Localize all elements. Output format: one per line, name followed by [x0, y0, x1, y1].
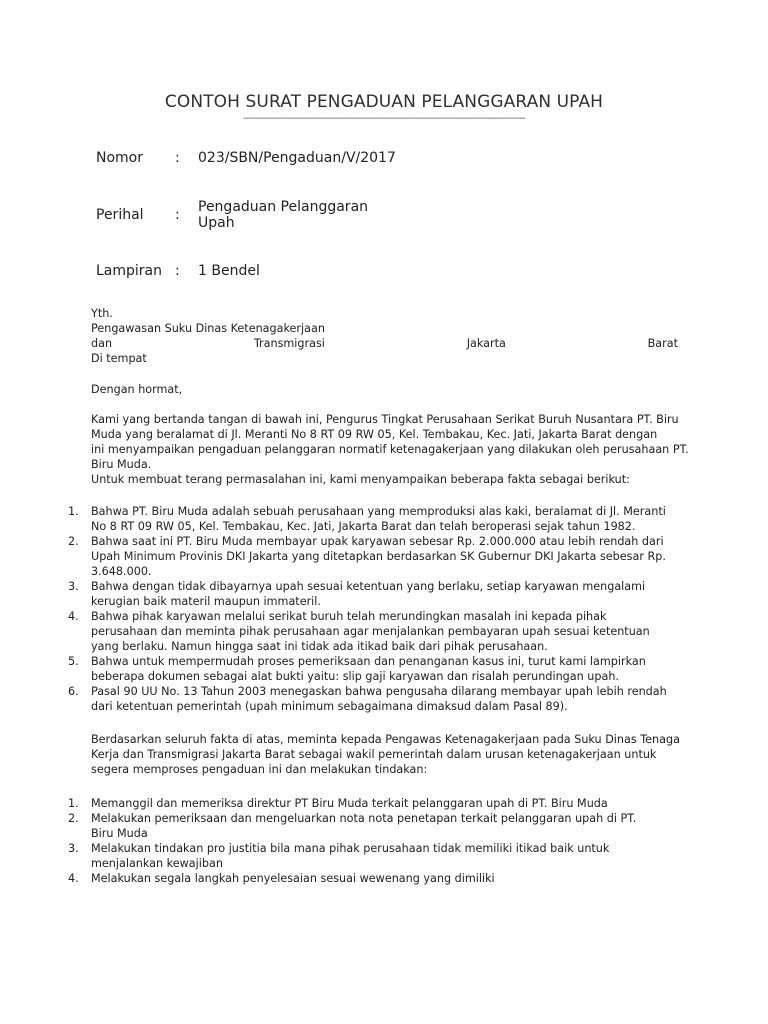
list-item — [60, 841, 680, 871]
paragraph-line: Muda yang beralamat di Jl. Meranti No 8 RT 09 RW 05, Kel. Tembakau, Kec. Jati, Jakarta Barat dengan — [91, 428, 658, 441]
nomor-colon: : — [175, 150, 180, 166]
address-word: Jakarta — [466, 337, 506, 350]
list-number: 1. — [68, 797, 79, 810]
nomor-value: 023/SBN/Pengaduan/V/2017 — [198, 150, 396, 166]
facts-list — [60, 504, 680, 714]
list-line: kerugian baik materil maupun immateril. — [91, 595, 321, 608]
address-line-1: Pengawasan Suku Dinas Ketenagakerjaan — [91, 322, 325, 335]
list-line: menjalankan kewajiban — [91, 857, 223, 870]
perihal-value — [198, 199, 398, 231]
greeting — [91, 382, 678, 397]
perihal-value-line-2: Upah — [198, 215, 235, 231]
lampiran-label: Lampiran — [96, 263, 163, 279]
list-item — [60, 871, 680, 886]
recipient-address — [91, 306, 678, 366]
address-line-3: Di tempat — [91, 352, 147, 365]
lampiran-colon: : — [175, 263, 180, 279]
greeting-text: Dengan hormat, — [91, 383, 183, 396]
list-line: Upah Minimum Provinis DKI Jakarta yang ditetapkan berdasarkan SK Gubernur DKI Jakarta sebesar Rp. — [91, 550, 666, 563]
list-line: No 8 RT 09 RW 05, Kel. Tembakau, Kec. Jati, Jakarta Barat dan telah beroperasi sejak tahun 1982. — [91, 520, 636, 533]
list-line: 3.648.000. — [91, 565, 152, 578]
address-word: Transmigrasi — [253, 337, 325, 350]
paragraph-line: Berdasarkan seluruh fakta di atas, meminta kepada Pengawas Ketenagakerjaan pada Suku Dinas Tenaga — [91, 733, 680, 746]
address-yth: Yth. — [91, 307, 113, 320]
perihal-label: Perihal — [96, 207, 144, 223]
list-line: Bahwa saat ini PT. Biru Muda membayar upak karyawan sebesar Rp. 2.000.000 atau lebih rendah dari — [91, 535, 664, 548]
list-number: 4. — [68, 610, 79, 623]
paragraph-line: Kami yang bertanda tangan di bawah ini, Pengurus Tingkat Perusahaan Serikat Buruh Nusantara PT. Biru — [91, 413, 679, 426]
perihal-value-line-1: Pengaduan Pelanggaran — [198, 199, 369, 215]
list-line: Melakukan tindakan pro justitia bila mana pihak perusahaan tidak memiliki itikad baik untuk — [91, 842, 610, 855]
list-number: 5. — [68, 655, 79, 668]
paragraph-line: Biru Muda. — [91, 458, 152, 471]
list-line: Melakukan segala langkah penyelesaian sesuai wewenang yang dimiliki — [91, 872, 495, 885]
list-item — [60, 579, 680, 609]
list-item — [60, 534, 680, 579]
list-number: 3. — [68, 842, 79, 855]
address-word: Barat — [647, 337, 678, 350]
list-line: Bahwa untuk mempermudah proses pemeriksaan dan penanganan kasus ini, turut kami lampirkan — [91, 655, 646, 668]
perihal-colon: : — [175, 207, 180, 223]
actions-list — [60, 796, 680, 886]
lampiran-value: 1 Bendel — [198, 263, 260, 279]
list-number: 4. — [68, 872, 79, 885]
list-line: Bahwa pihak karyawan melalui serikat buruh telah merundingkan masalah ini kepada pihak — [91, 610, 607, 623]
list-line: Pasal 90 UU No. 13 Tahun 2003 menegaskan bahwa pengusaha dilarang membayar upah lebih rendah — [91, 685, 667, 698]
address-word: dan — [91, 337, 113, 350]
list-line: Bahwa PT. Biru Muda adalah sebuah perusahaan yang memproduksi alas kaki, beralamat di Jl. Meranti — [91, 505, 666, 518]
page-title: CONTOH SURAT PENGADUAN PELANGGARAN UPAH — [164, 92, 604, 112]
list-line: dari ketentuan pemerintah (upah minimum sebagaimana dimaksud dalam Pasal 89). — [91, 700, 568, 713]
list-item — [60, 654, 680, 684]
list-line: perusahaan dan meminta pihak perusahaan agar menjalankan pembayaran upah sesuai ketentuan — [91, 625, 650, 638]
title-divider: ------------------------------------------------------------------------------------------------- — [242, 113, 526, 124]
list-line: Melakukan pemeriksaan dan mengeluarkan nota nota penetapan terkait pelanggaran upah di PT. — [91, 812, 637, 825]
list-line: Biru Muda — [91, 827, 148, 840]
list-item — [60, 684, 680, 714]
paragraph-line: segera memproses pengaduan ini dan melakukan tindakan: — [91, 763, 428, 776]
list-number: 2. — [68, 812, 79, 825]
list-line: yang berlaku. Namun hingga saat ini tidak ada itikad baik dari pihak perusahaan. — [91, 640, 548, 653]
list-line: beberapa dokumen sebagai alat bukti yaitu: slip gaji karyawan dan risalah perundingan upah. — [91, 670, 619, 683]
paragraph-line: Untuk membuat terang permasalahan ini, kami menyampaikan beberapa fakta sebagai berikut: — [91, 473, 630, 486]
intro-paragraph — [91, 412, 689, 487]
list-item — [60, 609, 680, 654]
list-item — [60, 504, 680, 534]
list-line: Bahwa dengan tidak dibayarnya upah sesuai ketentuan yang berlaku, setiap karyawan mengalami — [91, 580, 646, 593]
list-number: 3. — [68, 580, 79, 593]
paragraph-line: Kerja dan Transmigrasi Jakarta Barat sebagai wakil pemerintah dalam urusan ketenagakerjaan untuk — [91, 748, 657, 761]
list-item — [60, 811, 680, 841]
nomor-label: Nomor — [96, 150, 143, 166]
list-number: 1. — [68, 505, 79, 518]
paragraph-line: ini menyampaikan pengaduan pelanggaran normatif ketenagakerjaan yang dilakukan oleh perusahaan PT. — [91, 443, 689, 456]
list-number: 6. — [68, 685, 79, 698]
list-item — [60, 796, 680, 811]
request-paragraph — [91, 732, 678, 777]
list-line: Memanggil dan memeriksa direktur PT Biru Muda terkait pelanggaran upah di PT. Biru Muda — [91, 797, 608, 810]
list-number: 2. — [68, 535, 79, 548]
address-line-2 — [91, 336, 678, 351]
